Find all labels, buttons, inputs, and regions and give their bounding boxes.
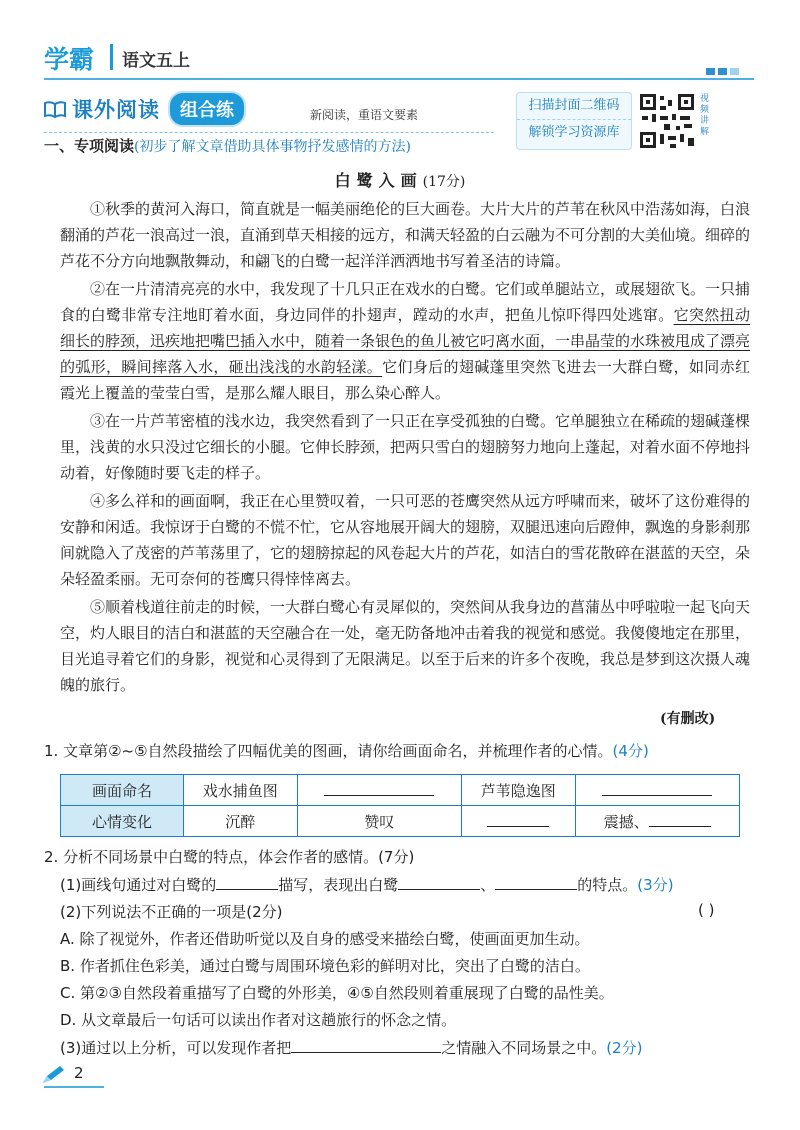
qr-promo bbox=[516, 92, 632, 150]
qr-line-2: 解锁学习资源库 bbox=[517, 119, 631, 146]
question-2-2: (2)下列说法不正确的一项是(2分) bbox=[60, 903, 283, 921]
option-a[interactable]: A. 除了视觉外，作者还借助听觉以及自身的感受来描绘白鹭，使画面更加生动。 bbox=[60, 930, 590, 948]
pencil-icon bbox=[40, 1064, 66, 1086]
table-cell: 震撼、 bbox=[603, 812, 649, 831]
section-tagline: 新阅读，重语文要素 bbox=[310, 108, 419, 122]
paragraph-2-a: ②在一片清清亮亮的水中，我发现了十几只正在戏水的白鹭。它们或单腿站立，或展翅欲飞。一只捕食的白鹭非常专注地盯着水面，身边同伴的扑翅声，蹚动的水声，把鱼儿惊吓得四处逃窜。 bbox=[60, 280, 751, 324]
underlined-sentence: 它突然扭动细长的脖颈，迅疾地把嘴巴插入水中，随着一条银色的鱼儿被它叼离水面，一串晶莹的水珠被甩成了漂亮的弧形，瞬间摔落入水，砸出浅浅的水韵轻漾。 bbox=[60, 306, 751, 376]
qr-code-icon[interactable] bbox=[638, 92, 696, 150]
section-heading bbox=[44, 94, 246, 124]
paragraph-2 bbox=[60, 276, 750, 406]
table-header: 心情变化 bbox=[61, 806, 184, 837]
table-header: 画面命名 bbox=[61, 775, 184, 806]
answer-blank[interactable] bbox=[297, 775, 461, 806]
answer-blank[interactable] bbox=[495, 875, 577, 890]
article-score: (17分) bbox=[422, 174, 466, 190]
paragraph-2-b: 它们身后的翅碱蓬里突然飞进去一大群白鹭，如同赤红霞光上覆盖的莹莹白雪，是那么耀人眼目，那么染心醉人。 bbox=[60, 358, 750, 402]
question-2-1: (1)画线句通过对白鹭的 描写，表现出白鹭 、 的特点。(3分) bbox=[60, 876, 674, 894]
answer-blank[interactable] bbox=[291, 1038, 441, 1053]
header-dots bbox=[706, 60, 742, 79]
header-divider bbox=[110, 44, 113, 70]
article-title-text: 白鹭入画 bbox=[334, 171, 423, 190]
table-cell-with-blank[interactable] bbox=[575, 806, 739, 837]
book-title: 语文五上 bbox=[122, 51, 190, 71]
section-pill: 组合练 bbox=[168, 91, 246, 127]
option-b[interactable]: B. 作者抓住色彩美，通过白鹭与周围环境色彩的鲜明对比，突出了白鹭的洁白。 bbox=[60, 957, 590, 975]
paragraph-4: ④多么祥和的画面啊，我正在心里赞叹着，一只可恶的苍鹰突然从远方呼啸而来，破坏了这份难得的安静和闲适。我惊讶于白鹭的不慌不忙，它从容地展开阔大的翅膀，双腿迅速向后蹬伸，飘逸的身影刹那间就隐入了茂密的芦苇荡里了，它的翅膀掠起的风卷起大片的芦花，如洁白的雪花散碎在湛蓝的天空，朵朵轻盈柔丽。无可奈何的苍鹰只得悻悻离去。 bbox=[60, 492, 751, 588]
qr-side-label: 视频讲解 bbox=[700, 94, 710, 137]
book-icon bbox=[44, 100, 66, 118]
table-cell: 赞叹 bbox=[297, 806, 461, 837]
question-1 bbox=[44, 740, 649, 761]
section-title: 课外阅读 bbox=[72, 98, 160, 122]
paragraph-5: ⑤顺着栈道往前走的时候，一大群白鹭心有灵犀似的，突然间从我身边的菖蒲丛中呼啦啦一起飞向天空，灼人眼目的洁白和湛蓝的天空融合在一处，毫无防备地冲击着我的视觉和感觉。我傻傻地定在那里，目光追寻着它们的身影，视觉和心灵得到了无限满足。以至于后来的许多个夜晚，我总是梦到这次摄人魂魄的旅行。 bbox=[60, 598, 751, 694]
answer-table bbox=[60, 774, 740, 837]
question-1-points: (4分) bbox=[612, 742, 649, 760]
answer-blank[interactable] bbox=[575, 775, 739, 806]
source-note: (有删改) bbox=[660, 711, 716, 727]
question-2: 2. 分析不同场景中白鹭的特点，体会作者的感情。(7分) bbox=[44, 848, 415, 866]
paragraph-1: ①秋季的黄河入海口，简直就是一幅美丽绝伦的巨大画卷。大片大片的芦苇在秋风中浩荡如海，白浪翻涌的芦花一浪高过一浪，直涌到草天相接的远方，和满天轻盈的白云融为不可分割的大美仙境。细碎的芦花不分方向地飘散舞动，和翩飞的白鹭一起洋洋洒洒地书写着圣洁的诗篇。 bbox=[60, 200, 751, 270]
table-row bbox=[61, 775, 740, 806]
answer-blank[interactable] bbox=[216, 875, 278, 890]
question-1-text: 1. 文章第②~⑤自然段描绘了四幅优美的图画，请你给画面命名，并梳理作者的心情。 bbox=[44, 742, 613, 760]
option-c[interactable]: C. 第②③自然段着重描写了白鹭的外形美，④⑤自然段则着重展现了白鹭的品性美。 bbox=[60, 984, 614, 1002]
question-2-3: (3)通过以上分析，可以发现作者把 之情融入不同场景之中。(2分) bbox=[60, 1039, 643, 1057]
section-rule bbox=[44, 132, 494, 133]
table-row bbox=[61, 806, 740, 837]
footer-rule bbox=[44, 1086, 104, 1088]
option-d[interactable]: D. 从文章最后一句话可以读出作者对这趟旅行的怀念之情。 bbox=[60, 1011, 457, 1029]
header-rule bbox=[44, 78, 754, 80]
answer-blank[interactable] bbox=[398, 875, 480, 890]
paragraph-3: ③在一片芦苇密植的浅水边，我突然看到了一只正在享受孤独的白鹭。它单腿独立在稀疏的翅碱蓬棵里，浅黄的水只没过它细长的小腿。它伸长脖颈，把两只雪白的翅膀努力地向上蓬起，对着水面不停地抖动着，好像随时要飞走的样子。 bbox=[60, 412, 751, 482]
answer-blank[interactable] bbox=[461, 806, 575, 837]
task-hint: (初步了解文章借助具体事物抒发感情的方法) bbox=[134, 139, 411, 155]
table-cell: 沉醉 bbox=[184, 806, 298, 837]
table-cell: 戏水捕鱼图 bbox=[184, 775, 298, 806]
task-heading bbox=[44, 135, 411, 156]
article-title bbox=[0, 168, 800, 191]
page-number: 2 bbox=[74, 1064, 84, 1082]
brand-logo: 学霸 bbox=[44, 45, 95, 74]
table-cell: 芦苇隐逸图 bbox=[461, 775, 575, 806]
answer-parenthesis[interactable]: ( ) bbox=[698, 901, 715, 919]
qr-line-1: 扫描封面二维码 bbox=[528, 98, 620, 113]
task-label: 一、专项阅读 bbox=[44, 137, 135, 155]
